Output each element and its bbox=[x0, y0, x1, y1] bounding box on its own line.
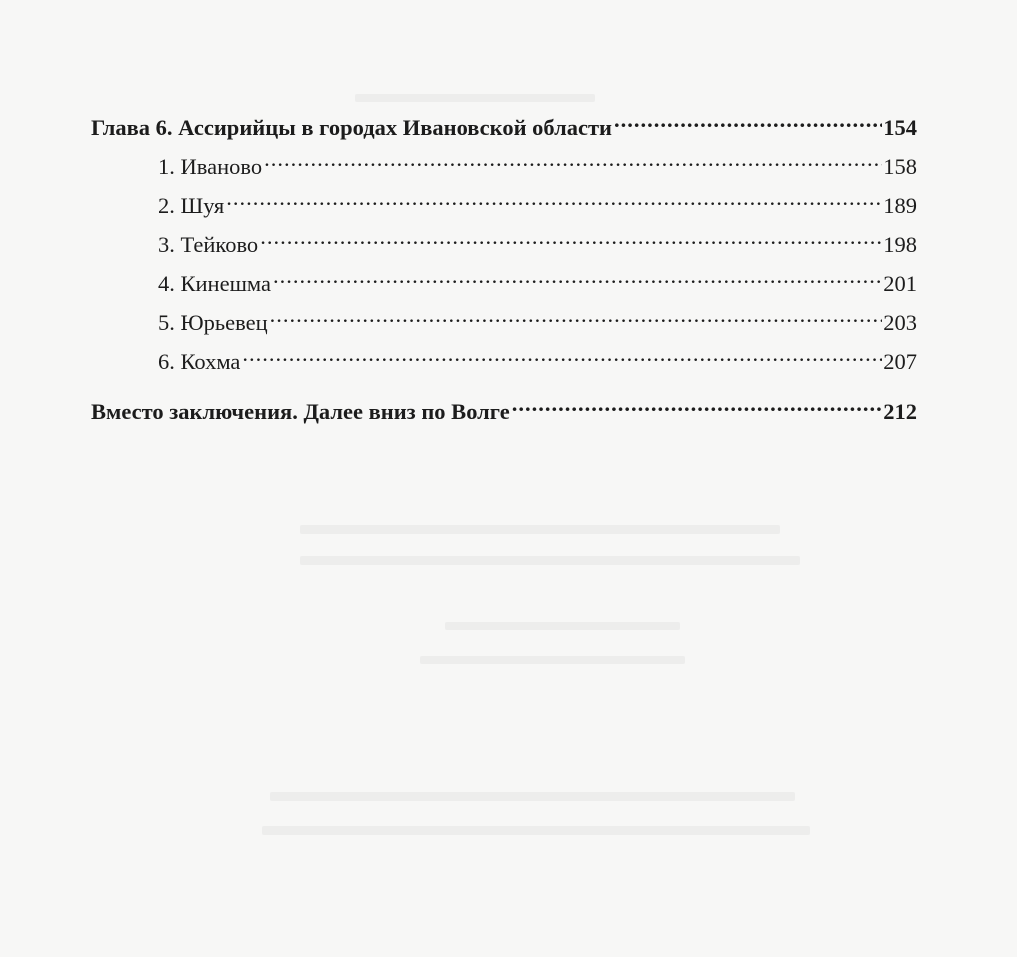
toc-entry-kineshma[interactable] bbox=[91, 264, 917, 303]
bleed-through-mark bbox=[262, 826, 810, 835]
toc-entry-title: 3. Тейково bbox=[158, 232, 259, 257]
toc-dot-leader bbox=[270, 308, 883, 331]
toc-entry-title: Вместо заключения. Далее вниз по Волге bbox=[91, 399, 510, 424]
toc-entry-conclusion[interactable] bbox=[91, 392, 917, 431]
toc-dot-leader bbox=[226, 191, 882, 214]
toc-entry-title: 1. Иваново bbox=[158, 154, 263, 179]
toc-page-number: 207 bbox=[883, 349, 917, 374]
toc-page-number: 212 bbox=[883, 399, 917, 424]
toc-entry-teykovo[interactable] bbox=[91, 225, 917, 264]
bleed-through-mark bbox=[420, 656, 685, 664]
toc-entry-title: 4. Кинешма bbox=[158, 271, 271, 296]
bleed-through-mark bbox=[300, 525, 780, 534]
toc-entry-chapter-6[interactable] bbox=[91, 108, 917, 147]
toc-page-number: 201 bbox=[883, 271, 917, 296]
bleed-through-mark bbox=[445, 622, 680, 630]
toc-page-number: 154 bbox=[883, 115, 917, 140]
toc-entry-ivanovo[interactable] bbox=[91, 147, 917, 186]
bleed-through-mark bbox=[355, 94, 595, 102]
toc-entry-title: 5. Юрьевец bbox=[158, 310, 268, 335]
toc-dot-leader bbox=[273, 269, 882, 292]
table-of-contents bbox=[91, 108, 917, 431]
bleed-through-mark bbox=[300, 556, 800, 565]
bleed-through-mark bbox=[270, 792, 795, 801]
toc-entry-shuya[interactable] bbox=[91, 186, 917, 225]
toc-dot-leader bbox=[242, 347, 882, 370]
toc-page-number: 158 bbox=[883, 154, 917, 179]
toc-entry-yuryevets[interactable] bbox=[91, 303, 917, 342]
toc-entry-title: 6. Кохма bbox=[158, 349, 241, 374]
toc-page-number: 189 bbox=[883, 193, 917, 218]
toc-page-number: 198 bbox=[883, 232, 917, 257]
toc-entry-title: 2. Шуя bbox=[158, 193, 225, 218]
toc-dot-leader bbox=[512, 397, 883, 420]
toc-dot-leader bbox=[614, 113, 882, 136]
toc-page-number: 203 bbox=[883, 310, 917, 335]
toc-entry-title: Глава 6. Ассирийцы в городах Ивановской области bbox=[91, 115, 612, 140]
toc-dot-leader bbox=[260, 230, 882, 253]
toc-entry-kokhma[interactable] bbox=[91, 342, 917, 381]
toc-dot-leader bbox=[264, 152, 882, 175]
